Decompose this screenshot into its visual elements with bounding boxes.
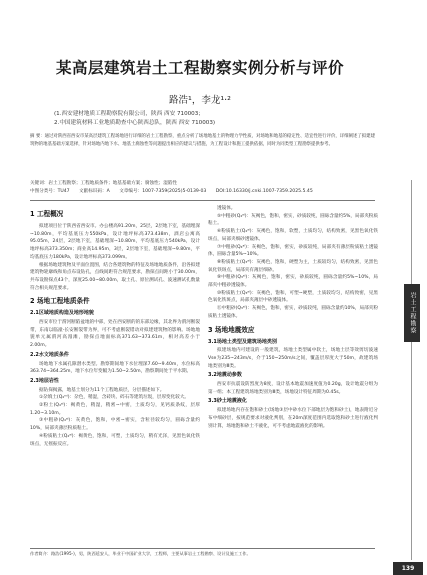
body-paragraph: ①杂填土(Q₄ᵐˡ)：杂色，稍湿，含砖块、碎石等建筑垃圾，层厚变化较大。 xyxy=(39,395,190,401)
keywords: 关键词：岩土工程勘察；工程地质条件；地基基础方案；腐蚀性；湿陷性 xyxy=(30,181,178,186)
body-paragraph: ②粉土(Q₄ᵃˡ)：褐黄色，稍湿，稍密~中密，土质均匀，见钙质条纹，层厚1.20~3.10m。 xyxy=(30,403,200,416)
body-paragraph: ⑨中粗砂(Q₃ᵃˡ)：灰褐色，饱和，密实，砂质较纯，圆砾含量约5%~10%，局部夹中粗砂透镜体。 xyxy=(208,275,378,289)
margin-rule xyxy=(411,180,412,560)
page-number: 139 xyxy=(393,562,423,575)
section-heading: 3.3砂土地震液化 xyxy=(208,398,247,405)
body-paragraph: ③中粗砂(Q₄ᵃˡ)：灰黄色，饱和，中密~密实，含粒径较均匀，圆砾含量约10%，局部夹薄层粉质粘土。 xyxy=(30,418,200,432)
body-paragraph: 拟建项目位于陕西省西安市。办公楼高91.20m，25层，2层地下室，基础埋深~10.80m，平均基底压力550kPa，设计地坪标高373.438m，酒店公寓高95.05m，24层，2层地下室，基础埋深~10.80m，平均基底压力540kPa，设计地坪标高373.350m；商业高14.95m，3层，2层地下室，基础埋深~9.80m，平均基底压力180kPa，设计地坪标高373.099m。 xyxy=(30,224,200,260)
keyword-block xyxy=(30,180,375,195)
body-paragraph: 据钻探揭露，地基土划分为11个工程地质层，分层描述如下。 xyxy=(39,387,165,393)
section-heading: 2 场地工程地质条件 xyxy=(30,297,90,306)
doi: DOI:10.16330/j.cnki.1007-7359.2025.5.45 xyxy=(215,188,313,194)
section-heading: 2.3地层岩性 xyxy=(30,377,59,384)
document-code: 文献标识码：A xyxy=(79,188,110,194)
section-heading: 1 工程概况 xyxy=(30,210,64,218)
affiliation-1: (1.西安建材地质工程勘察院有限公司，陕西 西安 710003； xyxy=(54,111,204,117)
body-paragraph: 拟建场地内存在饱和砂土(场地③层中砂水位下部地层为饱和砂土)，地表附近分布中细砂层，按规范要求对液化判别，在20m深度范围内选取饱和砂土进行液化判别计算，场地饱和砂土不液化，可不考虑地震液化的影响。 xyxy=(208,408,378,429)
abstract: 摘 要：通过对陕西省西安市某高层建筑工程场地进行详细的岩土工程勘察，重点分析了场地地基土的物理力学性质，对场地和地基的稳定性、适宜性进行评价，详细阐述了拟建建筑物的地基基础方案选择，针对场地内地下水、地基土腐蚀性等问题提出相应的建议与措施，为工程设计和施工提供依据，同时为同类型工程勘察提供参考。 xyxy=(30,134,375,147)
body-paragraph: 根据场地建筑物及平面位置图，结合各建筑物的特征及场地地质条件，沿各拟建建筑物轮廓线和角点布设钻孔，点线间距符合规范要求，勘探点间距小于30.00m，共布设勘探点43个，深度25.00~80.00m，取土孔、原位测试孔、波速测试孔数量符合相关规范要求。 xyxy=(30,262,200,291)
body-paragraph: 场地地下水属孔隙潜水类型。勘察期间地下水位埋深7.60~9.40m，水位标高363.74~364.25m，地下水位年变幅为1.50~2.50m，勘察期间处于平水期。 xyxy=(30,361,200,375)
body-paragraph: ⑩粉质粘土(Q₃ᵃˡ)：灰褐色，饱和，可塑~硬塑，土质较均匀，结构致密，见黑色氧化铁斑点，局部夹薄层中砂透镜体。 xyxy=(208,290,378,304)
body-paragraph: 西安市位于渭河断陷盆地的中部，处在西安断的的东部边缘，其北界为渭河断裂带，东南以临潼-长安断裂带为界，可不考虑断裂错动对拟建建筑物的影响。场地地貌单元属渭河高漫滩，勘探点地面标高371.63~373.61m，相对高差小于2.00m。 xyxy=(30,320,200,349)
left-column xyxy=(30,205,200,448)
right-column xyxy=(208,205,378,430)
header-divider xyxy=(30,200,375,201)
body-paragraph: ⑧粉质粘土(Q₃ᵃˡ)：灰褐色，饱和，硬塑为主，土质较均匀，结构致密，见黑色氧化铁斑点，局部夹有薄层细砂。 xyxy=(208,259,378,273)
body-paragraph: ⑤中粗砂(Q₄ᵃˡ)：灰褐色，饱和，密实，砂质较纯，圆砾含量约5%，局部夹粉质粘土。 xyxy=(208,213,378,227)
affiliation-2: 2.中国建筑材料工业地质勘查中心陕西总队，陕西 西安 710003) xyxy=(54,120,216,126)
paper-title: 某高层建筑岩土工程勘察实例分析与评价 xyxy=(55,59,344,77)
body-paragraph: ⑥粉质粘土(Q₄ᵃˡ)：灰褐色，饱和，软塑，土质均匀，结构致密，见黑色氧化铁斑点，局部夹细砂透镜体。 xyxy=(208,229,378,242)
article-number: 文章编号：1007-7359(2025)5-0139-03 xyxy=(119,188,207,194)
section-side-tab: 岩土工程勘察 xyxy=(404,284,420,342)
body-paragraph: ④粉质粘土(Q₄ᵃˡ)：褐黄色，饱和，可塑，土质均匀，稍有光泽，见黑色氧化铁斑点，无摇振反应。 xyxy=(30,433,200,447)
footer-divider xyxy=(30,548,375,549)
section-heading: 3.2地震动参数 xyxy=(208,372,242,379)
body-paragraph: ⑦中粗砂(Q₄ᵃˡ)：灰褐色，饱和，密实，砂质较纯，局部夹有薄层粉质粘土透镜体，圆砾含量5%~10%。 xyxy=(208,244,378,258)
author-line: 路浩¹，李龙¹·² xyxy=(169,95,231,106)
body-paragraph: ⑪中粗砂(Q₃ᵃˡ)：灰褐色，饱和，密实，砂质较纯，圆砾含量约10%，局部夹粉质粘土透镜体。 xyxy=(208,306,378,319)
section-heading: 3.1场地土类型及建筑场地类别 xyxy=(208,338,277,345)
section-heading: 2.2水文地质条件 xyxy=(30,351,69,358)
section-heading: 3 场地地震效应 xyxy=(208,325,255,334)
body-paragraph: 西安市抗震设防烈度为8度，设计基本地震加速度值为0.20g，设计地震分组为第一组；本工程建筑场地类别为Ⅲ类，场地设计特征周期为0.45s。 xyxy=(208,382,378,395)
clc-number: 中图分类号：TU47 xyxy=(30,188,70,194)
body-paragraph: 拟建场地内可建设的一般建筑，场地土类型属中软土，场地土层等效剪切波速Vse为235~243m/s，介于150~250m/s之间，覆盖层厚度大于50m，故建筑场地类别为Ⅲ类。 xyxy=(208,348,378,369)
author-bio-footnote: 作者简介：路浩(1995-)，男，陕西延安人，毕业于中国矿业大学，工程师，主要从事岩土工程勘察、设计及施工工作。 xyxy=(30,551,251,556)
body-paragraph: 透镜体。 xyxy=(217,206,236,211)
classification-line xyxy=(30,188,375,196)
section-heading: 2.1区域地质构造及地形地貌 xyxy=(30,310,94,317)
